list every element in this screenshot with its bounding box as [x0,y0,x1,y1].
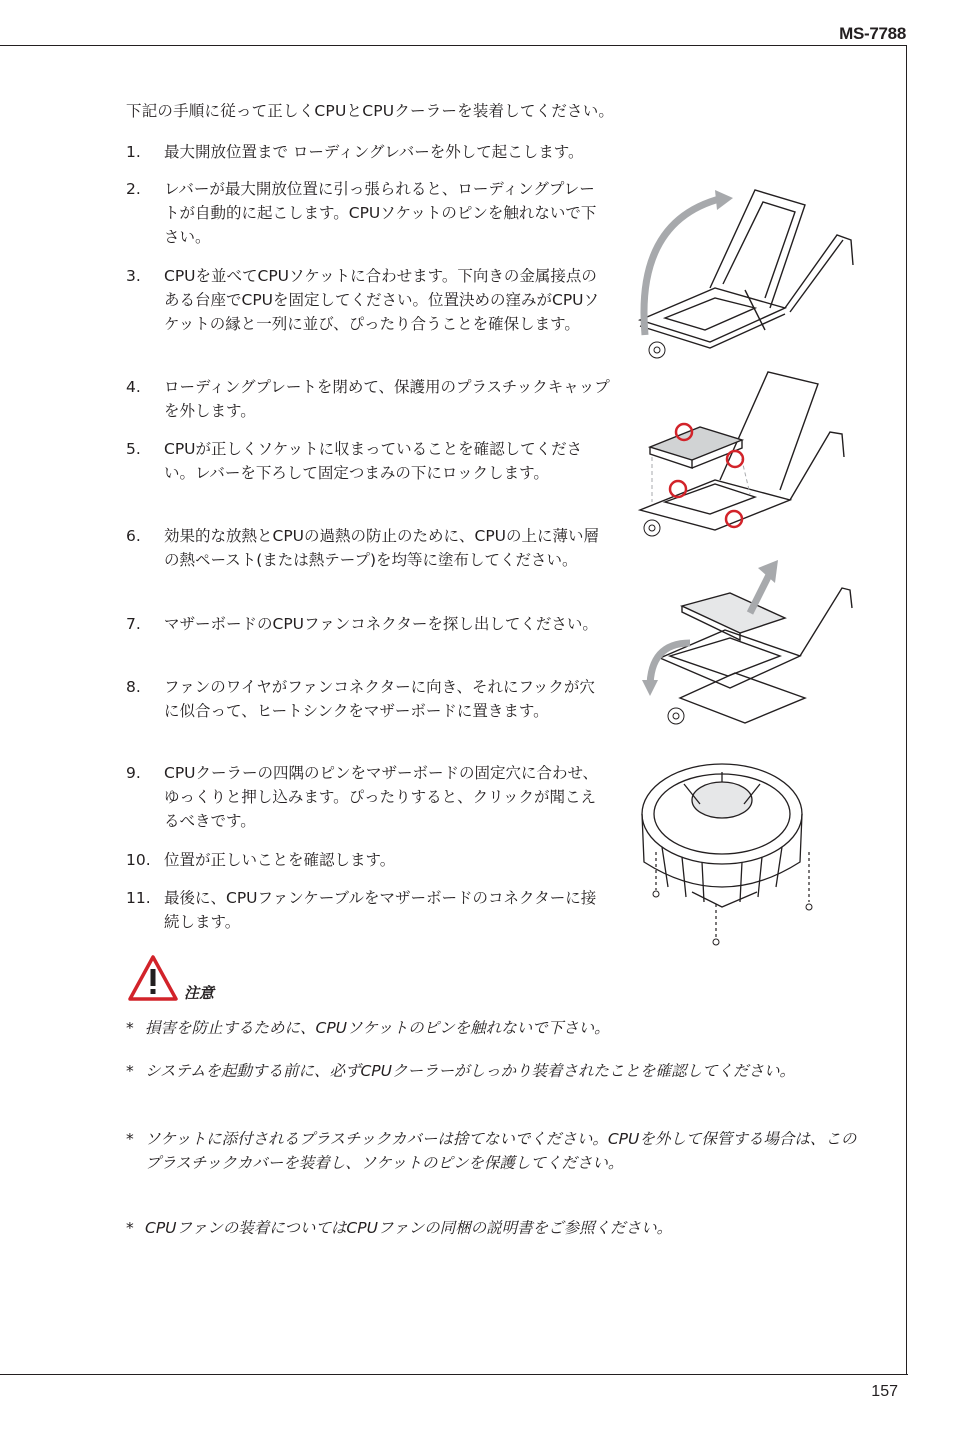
step-text: レバーが最大開放位置に引っ張られると、ローディングプレートが自動的に起こします。CPUソケットのピンを触れないで下さい。 [164,180,597,246]
step-text: 最後に、CPUファンケーブルをマザーボードのコネクターに接続します。 [164,889,597,931]
step-number: 6. [126,527,141,545]
bullet-star: * [126,1019,134,1037]
footer-rule [0,1374,908,1375]
step-number: 8. [126,678,141,696]
plate-close-illustration [630,548,880,728]
step-number: 11. [126,889,151,907]
step-number: 1. [126,143,141,161]
caution-heading: 注意 [184,984,215,1002]
caution-note-text: ソケットに添付されるプラスチックカバーは捨てないでください。CPUを外して保管する場合は、このプラスチックカバーを装着し、ソケットのピンを保護してください。 [145,1130,857,1172]
intro-text: 下記の手順に従って正しくCPUとCPUクーラーを装着してください。 [126,102,615,120]
step-text: ローディングプレートを閉めて、保護用のプラスチックキャップを外します。 [164,378,610,420]
step-text: マザーボードのCPUファンコネクターを探し出してください。 [164,615,598,633]
step-number: 10. [126,851,151,869]
model-number: MS-7788 [839,24,906,43]
step-number: 7. [126,615,141,633]
step-number: 2. [126,180,141,198]
page-number: 157 [871,1383,898,1400]
step-text: 効果的な放熱とCPUの過熱の防止のために、CPUの上に薄い層の熱ペースト(または熱テープ)を均等に塗布してください。 [164,527,600,569]
warning-icon [128,955,178,1001]
step-number: 5. [126,440,141,458]
caution-note-text: システムを起動する前に、必ずCPUクーラーがしっかり装着されたことを確認してください。 [145,1062,795,1080]
caution-note-text: 損害を防止するために、CPUソケットのピンを触れないで下さい。 [145,1019,610,1037]
side-rule [906,45,907,1375]
step-number: 3. [126,267,141,285]
step-text: 最大開放位置まで ローディングレバーを外して起こします。 [164,143,584,161]
caution-note-text: CPUファンの装着についてはCPUファンの同梱の説明書をご参照ください。 [145,1219,673,1237]
bullet-star: * [126,1062,134,1080]
step-number: 4. [126,378,141,396]
cpu-cooler-illustration [622,752,822,952]
bullet-star: * [126,1130,134,1148]
step-text: ファンのワイヤがファンコネクターに向き、それにフックが穴に似合って、ヒートシンクをマザーボードに置きます。 [164,678,595,720]
header-rule [0,45,906,46]
step-text: CPUクーラーの四隅のピンをマザーボードの固定穴に合わせ、ゆっくりと押し込みます。ぴったりすると、クリックが聞こえるべきです。 [164,764,599,830]
step-text: CPUを並べてCPUソケットに合わせます。下向きの金属接点のある台座でCPUを固定してください。位置決めの窪みがCPUソケットの縁と一列に並び、ぴったり合うことを確保します。 [164,267,600,333]
bullet-star: * [126,1219,134,1237]
step-text: 位置が正しいことを確認します。 [164,851,396,869]
step-number: 9. [126,764,141,782]
cpu-align-illustration [630,362,880,542]
step-text: CPUが正しくソケットに収まっていることを確認してください。レバーを下ろして固定つまみの下にロックします。 [164,440,583,482]
socket-open-illustration [605,180,865,370]
